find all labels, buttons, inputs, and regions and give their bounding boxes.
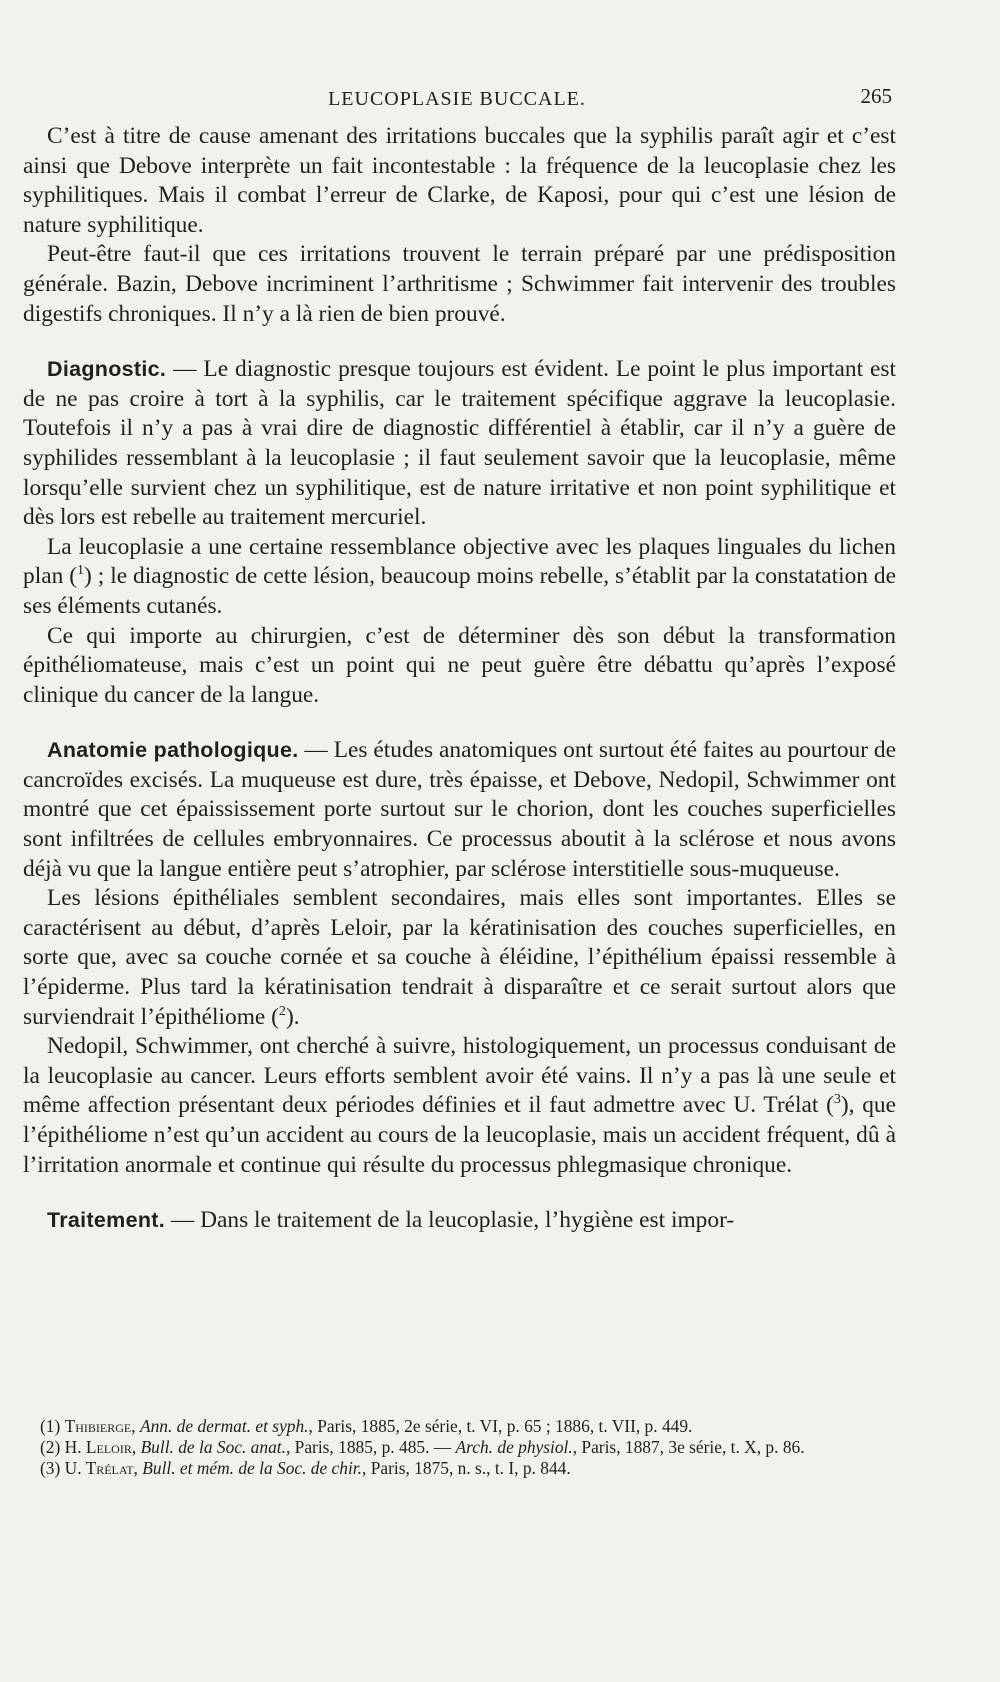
footnote-ref-1[interactable]: 1 [77, 562, 85, 579]
lichen-text-a: La leucoplasie a une certaine ressemblance objective avec les plaques linguales du lichen plan ( [23, 533, 896, 590]
footnote-details: , Paris, 1885, 2e série, t. VI, p. 65 ; 1886, t. VII, p. 449. [308, 1416, 693, 1436]
footnote-author: Thibierge, [64, 1416, 136, 1436]
footnote-journal: Arch. de physiol. [455, 1437, 573, 1457]
heading-diagnostic: Diagnostic. [47, 357, 167, 382]
running-title: LEUCOPLASIE BUCCALE. [328, 88, 586, 110]
footnote-details: , Paris, 1885, p. 485. — [285, 1437, 456, 1457]
lesions-text-a: Les lésions épithéliales semblent secondaires, mais elles sont importantes. Elles se caractérisent au début, d’après Leloir, par la kératinisation des couches superficielles, en sorte que, avec sa couche cornée et sa couche à éléidine, l’épithélium épaissi ressemble à l’épiderme. Plus tard la kératinisation tendrait à disparaître et ce serait surtout alors que surviendrait l’épithéliome ( [23, 885, 896, 1030]
footnote-details: , Paris, 1887, 3e série, t. X, p. 86. [572, 1437, 805, 1457]
section-traitement [23, 1206, 896, 1236]
footnote-ref-3[interactable]: 3 [833, 1091, 841, 1108]
footnote-author: H. Leloir, [64, 1437, 137, 1457]
footnote-mark-3: (3) [40, 1458, 61, 1478]
footnote-journal: Bull. et mém. de la Soc. de chir. [142, 1458, 362, 1478]
nedopil-text-a: Nedopil, Schwimmer, ont cherché à suivre, histologiquement, un processus conduisant de la leucoplasie au cancer. Leurs efforts semblent avoir été vains. Il n’y a pas là une seule et même affection présentant deux périodes définies et il faut admettre avec U. Trélat ( [23, 1033, 896, 1119]
footnote-2 [30, 1437, 896, 1458]
paragraph-predisposition: Peut-être faut-il que ces irritations trouvent le terrain préparé par une prédisposition générale. Bazin, Debove incriminent l’arthritisme ; Schwimmer fait intervenir des troubles digestifs chroniques. Il n’y a là rien de bien prouvé. [23, 241, 896, 327]
heading-anatomie-pathologique: Anatomie pathologique. [47, 738, 299, 763]
section-anatomie [23, 736, 896, 884]
nedopil-text-b: ), que l’épithéliome n’est qu’un accident au cours de la leucoplasie, mais un accident fréquent, dû à l’irritation anormale et continue qui résulte du processus phlegmasique chronique. [23, 1092, 897, 1178]
running-head [22, 84, 892, 114]
footnote-1 [30, 1416, 896, 1437]
footnote-author: U. Trélat, [64, 1458, 138, 1478]
paragraph-lichen-plan [23, 533, 896, 622]
section-diagnostic [23, 355, 896, 533]
main-text [23, 122, 896, 1236]
footnote-journal: Bull. de la Soc. anat. [140, 1437, 286, 1457]
lesions-text-b: ). [285, 1003, 300, 1030]
page-number: 265 [860, 84, 892, 108]
traitement-text: — Dans le traitement de la leucoplasie, l’hygiène est impor- [165, 1207, 735, 1234]
footnote-journal: Ann. de dermat. et syph. [139, 1416, 309, 1436]
anatomie-text: — Les études anatomiques ont surtout été faites au pourtour de cancroïdes excisés. La muqueuse est dure, très épaisse, et Debove, Nedopil, Schwimmer ont montré que cet épaississement porte surtout sur le chorion, dont les couches superficielles sont infiltrées de cellules embryonnaires. Ce processus aboutit à la sclérose et nous avons déjà vu que la langue entière peut s’atrophier, par sclérose interstitielle sous-muqueuse. [23, 737, 896, 882]
heading-traitement: Traitement. [47, 1208, 166, 1233]
paragraph-lesions-epitheliales [23, 884, 896, 1032]
footnote-3 [30, 1458, 896, 1479]
footnote-ref-2[interactable]: 2 [278, 1002, 286, 1019]
paragraph-nedopil [23, 1032, 896, 1180]
footnotes [30, 1416, 896, 1479]
diagnostic-text: — Le diagnostic presque toujours est évident. Le point le plus important est de ne pas croire à tort à la syphilis, car le traitement spécifique aggrave la leucoplasie. Toutefois il n’y a pas à vrai dire de diagnostic différentiel à établir, car il n’y a guère de syphilides ressemblant à la leucoplasie ; il faut seulement savoir que la leucoplasie, même lorsqu’elle survient chez un syphilitique, est de nature irritative et non point syphilitique et dès lors est rebelle au traitement mercuriel. [23, 356, 896, 531]
lichen-text-b: ) ; le diagnostic de cette lésion, beaucoup moins rebelle, s’établit par la constatation de ses éléments cutanés. [23, 563, 896, 619]
paragraph-chirurgien: Ce qui importe au chirurgien, c’est de déterminer dès son début la transformation épithéliomateuse, mais c’est un point qui ne peut guère être débattu qu’après l’exposé clinique du cancer de la langue. [23, 622, 896, 708]
footnote-mark-1: (1) [40, 1416, 61, 1436]
footnote-details: , Paris, 1875, n. s., t. I, p. 844. [362, 1458, 571, 1478]
paragraph-syphilis-cause: C’est à titre de cause amenant des irritations buccales que la syphilis paraît agir et c’est ainsi que Debove interprète un fait incontestable : la fréquence de la leucoplasie chez les syphilitiques. Mais il combat l’erreur de Clarke, de Kaposi, pour qui c’est une lésion de nature syphilitique. [23, 123, 896, 238]
footnote-mark-2: (2) [40, 1437, 61, 1457]
